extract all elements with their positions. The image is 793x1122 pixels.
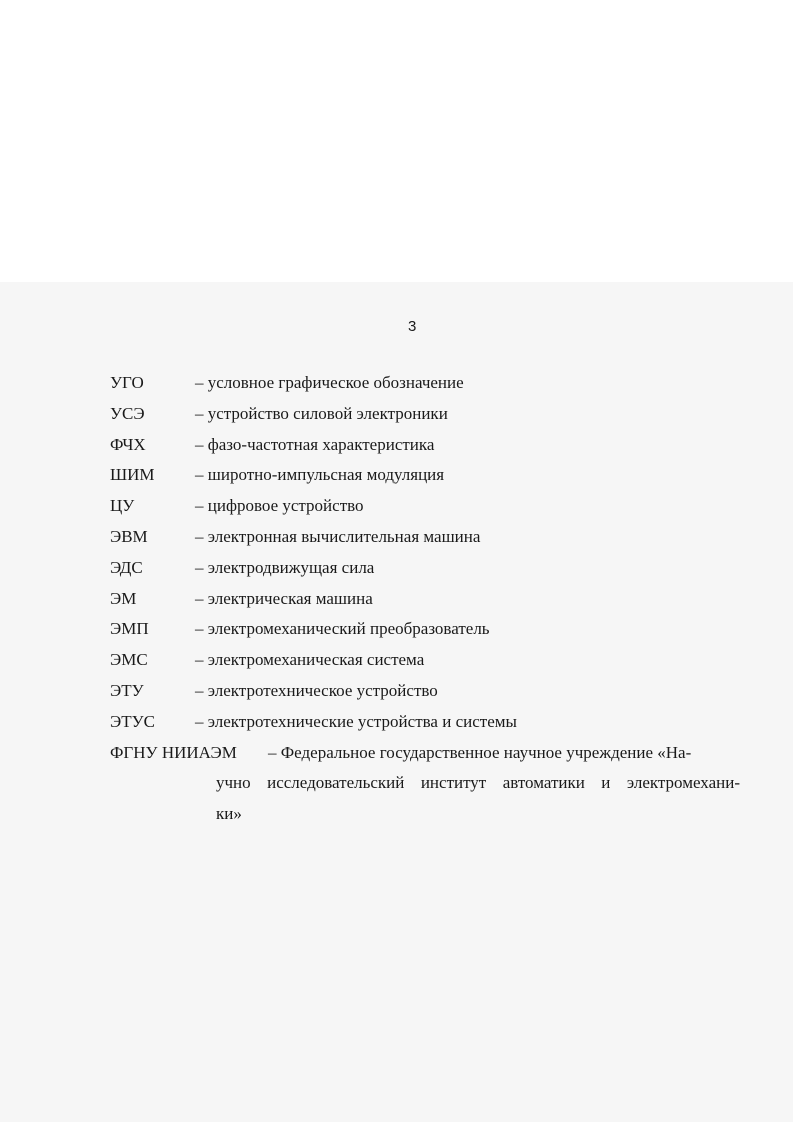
abbreviation-entry bbox=[110, 491, 750, 522]
abbreviation-definition: – условное графическое обозначение bbox=[195, 373, 464, 392]
abbreviation-term: УГО bbox=[110, 373, 144, 392]
abbreviation-entry bbox=[110, 553, 750, 584]
abbreviation-term: ШИМ bbox=[110, 465, 155, 485]
abbreviation-definition: – фазо-частотная характеристика bbox=[195, 434, 435, 454]
abbreviation-term: УСЭ bbox=[110, 403, 145, 423]
abbreviation-entry bbox=[110, 645, 750, 676]
abbreviation-definition: – электротехническое устройство bbox=[195, 680, 438, 700]
abbreviation-entry bbox=[110, 460, 750, 491]
abbreviation-entry bbox=[110, 430, 750, 461]
abbreviation-term: ЭТУ bbox=[110, 680, 144, 700]
abbreviation-definition-continuation: ки» bbox=[216, 804, 242, 824]
abbreviation-term: ЭМ bbox=[110, 588, 137, 608]
abbreviation-term: ЭВМ bbox=[110, 526, 148, 546]
abbreviation-term: ЦУ bbox=[110, 496, 135, 516]
abbreviation-definition: – электромеханический преобразователь bbox=[195, 619, 490, 639]
abbreviation-definition: – широтно-импульсная модуляция bbox=[195, 465, 445, 485]
abbreviation-term: ЭМС bbox=[110, 650, 148, 670]
abbreviation-entry bbox=[110, 368, 750, 399]
abbreviation-definition: – электромеханическая система bbox=[195, 650, 425, 670]
abbreviation-definition: – Федеральное государственное научное учреждение «На- bbox=[268, 742, 692, 762]
abbreviation-definition: – устройство силовой электроники bbox=[195, 403, 448, 423]
abbreviation-definition: – электродвижущая сила bbox=[195, 557, 375, 577]
abbreviation-definition: – электронная вычислительная машина bbox=[195, 526, 481, 546]
abbreviation-entry bbox=[110, 676, 750, 707]
abbreviation-list bbox=[110, 368, 750, 824]
page-number: 3 bbox=[408, 318, 417, 335]
abbreviation-entry bbox=[110, 707, 750, 738]
abbreviation-term: ЭМП bbox=[110, 619, 149, 639]
abbreviation-term: ЭДС bbox=[110, 557, 143, 577]
abbreviation-definition-continuation: учно исследовательский институт автоматики и электромехани- bbox=[216, 773, 740, 793]
abbreviation-definition: – электротехнические устройства и системы bbox=[195, 711, 517, 731]
abbreviation-entry-long bbox=[110, 738, 750, 824]
abbreviation-entry bbox=[110, 614, 750, 645]
abbreviation-term: ФЧХ bbox=[110, 434, 146, 454]
abbreviation-entry bbox=[110, 584, 750, 615]
abbreviation-term: ЭТУС bbox=[110, 711, 155, 731]
abbreviation-term: ФГНУ НИИАЭМ bbox=[110, 742, 237, 762]
abbreviation-definition: – цифровое устройство bbox=[195, 496, 364, 516]
abbreviation-entry bbox=[110, 522, 750, 553]
abbreviation-entry bbox=[110, 399, 750, 430]
abbreviation-definition: – электрическая машина bbox=[195, 588, 373, 608]
